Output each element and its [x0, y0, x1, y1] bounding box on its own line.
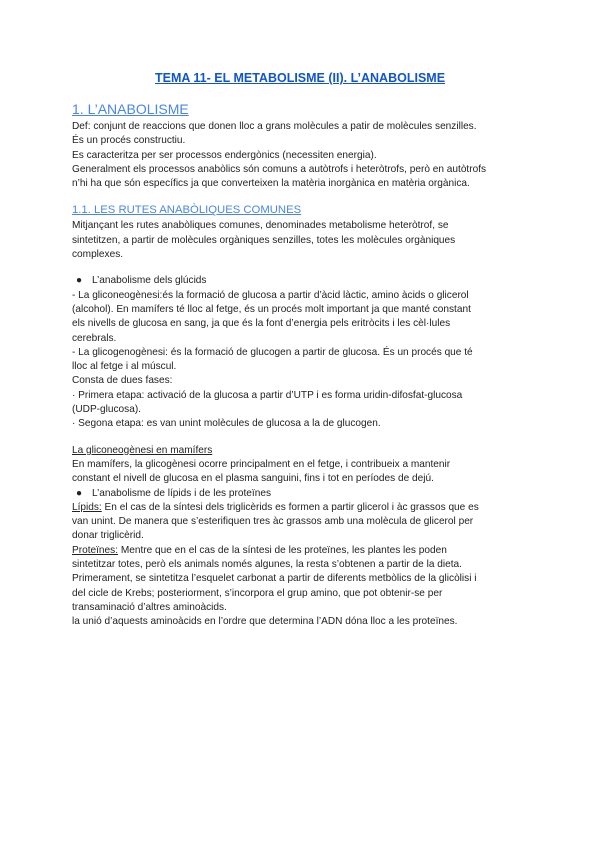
lipids-label: Lípids: [72, 501, 102, 513]
paragraph-line: del cicle de Krebs; posteriorment, s’incorpora el grup amino, que pot obtenir-se per [72, 587, 443, 599]
subsection-heading-rutes: 1.1. LES RUTES ANABÒLIQUES COMUNES [72, 204, 302, 217]
paragraph-line: constant el nivell de glucosa en el plasma sanguini, fins i tot en períodes de dejú. [72, 473, 434, 485]
document-page [72, 70, 528, 630]
paragraph-line: (UDP-glucosa). [72, 404, 141, 416]
paragraph-line: n’hi ha que són específics ja que converteixen la matèria inorgànica en matèria orgànica. [72, 178, 470, 190]
paragraph-line: sintetitzen, a partir de molècules orgàniques senzilles, totes les molècules orgàniques [72, 234, 456, 246]
paragraph-line: Es caracteritza per ser processos endergònics (necessiten energia). [72, 149, 377, 161]
proteins-text: Mentre que en el cas de la síntesi de les proteïnes, les plantes les poden [118, 544, 447, 556]
paragraph-line: els nivells de glucosa en sang, ja que és la font d’energia pels eritròcits i les cèl·lules [72, 318, 451, 330]
paragraph-line: (alcohol). En mamífers té lloc al fetge, és un procés molt important ja que manté constant [72, 303, 471, 315]
document-title: TEMA 11- EL METABOLISME (II). L’ANABOLISME [154, 71, 446, 85]
section-heading-anabolisme: 1. L’ANABOLISME [72, 101, 189, 117]
bullet-text: L’anabolisme dels glúcids [92, 275, 207, 287]
paragraph-line: Primerament, se sintetitza l’esquelet carbonat a partir de diferents metbòlics de la glicòlisi i [72, 573, 477, 585]
paragraph-line: Def: conjunt de reaccions que donen lloc a grans molècules a patir de molècules senzilles. [72, 121, 477, 132]
paragraph-line: · Primera etapa: activació de la glucosa a partir d’UTP i es forma uridin-difosfat-glucosa [72, 389, 463, 401]
paragraph-line: - La glicogenogènesi: és la formació de glucogen a partir de glucosa. És un procés que té [72, 346, 473, 358]
paragraph-line: la unió d’aquests aminoàcids en l’ordre que determina l’ADN dóna lloc a les proteïnes. [72, 616, 458, 628]
paragraph-line: Consta de dues fases: [72, 375, 173, 387]
paragraph-line: - La gliconeogènesi:és la formació de glucosa a partir d’àcid làctic, amino àcids o glicerol [72, 289, 469, 301]
paragraph-line: transaminació d’altres aminoàcids. [72, 601, 227, 613]
bullet-dot-icon: ● [76, 487, 83, 499]
paragraph-line: Mitjançant les rutes anabòliques comunes, denominades metabolisme heteròtrof, se [72, 220, 449, 232]
paragraph-line: En mamífers, la glicogènesi ocorre principalment en el fetge, i contribueix a mantenir [72, 458, 451, 470]
bullet-item-lipids-proteins [72, 487, 528, 501]
paragraph-line: Generalment els processos anabòlics són comuns a autòtrofs i heteròtrofs, però en autòtrofs [72, 163, 487, 175]
bullet-item-glucids [72, 274, 528, 288]
bullet-text: L’anabolisme de lípids i de les proteïnes [92, 487, 271, 499]
lipids-text: En el cas de la síntesi dels triglicèrids es formen a partir glicerol i àc grassos que es [101, 501, 479, 513]
paragraph-line: van unint. De manera que s’esterifiquen tres àc grassos amb una molècula de glicerol per [72, 516, 474, 528]
paragraph-line [72, 544, 528, 558]
proteins-label: Proteïnes: [72, 544, 119, 556]
paragraph-line: · Segona etapa: es van unint molècules de glucosa a la de glucogen. [72, 418, 381, 430]
paragraph-line: És un procés constructiu. [72, 135, 186, 147]
gliconeo-heading: La gliconeogènesi en mamífers [72, 444, 213, 456]
paragraph-line [72, 501, 528, 515]
paragraph-line: lloc al fetge i al múscul. [72, 361, 177, 373]
paragraph-line: donar triglicèrid. [72, 530, 144, 542]
paragraph-line: cerebrals. [72, 332, 117, 344]
bullet-dot-icon: ● [76, 275, 83, 287]
paragraph-line: complexes. [72, 249, 124, 261]
paragraph-line: sintetitzar totes, però els animals només algunes, la resta s’obtenen a partir de la dieta. [72, 559, 462, 571]
